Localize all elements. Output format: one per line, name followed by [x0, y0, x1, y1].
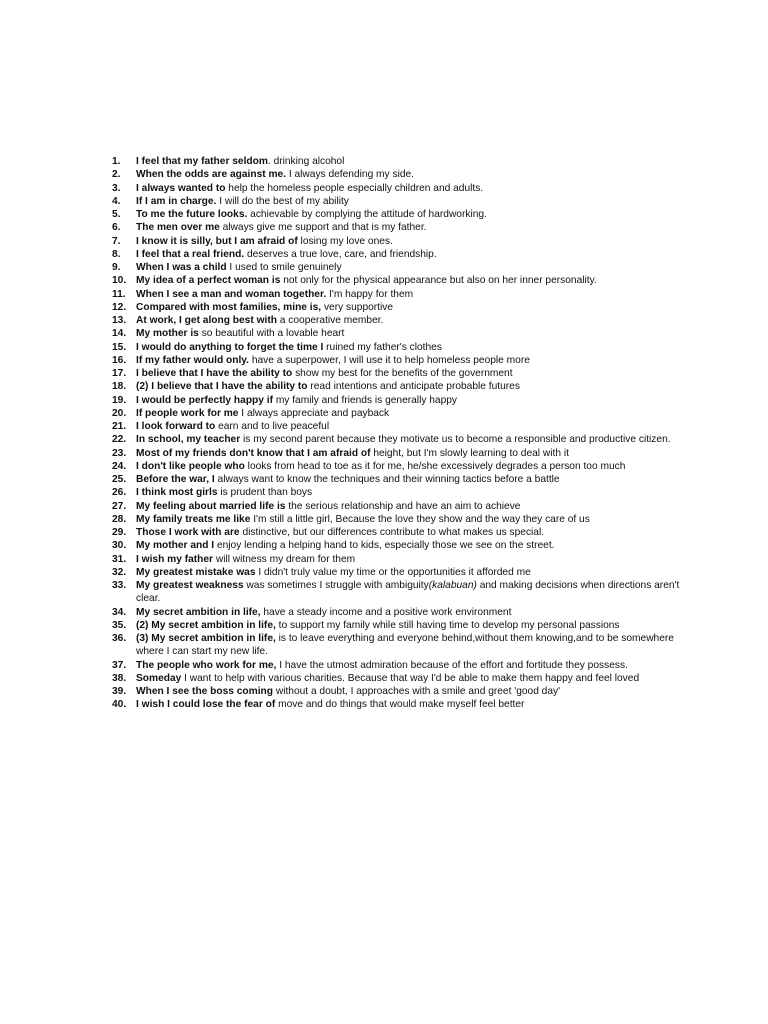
- list-item: [112, 261, 692, 274]
- item-number: 23.: [112, 447, 127, 459]
- item-number: 40.: [112, 699, 127, 711]
- list-item: [112, 394, 692, 407]
- item-number: 28.: [112, 513, 127, 525]
- item-answer: so beautiful with a lovable heart: [198, 328, 345, 340]
- list-item: [112, 460, 692, 473]
- item-prompt: My greatest mistake was: [136, 566, 256, 578]
- item-prompt: If I am in charge.: [136, 195, 217, 207]
- item-number: 14.: [112, 328, 127, 340]
- item-number: 3.: [112, 182, 121, 194]
- item-answer: not only for the physical appearance but also on her inner personality.: [280, 275, 597, 287]
- list-item: [112, 327, 692, 340]
- item-prompt: To me the future looks.: [136, 209, 248, 220]
- item-prompt: Compared with most families, mine is,: [136, 301, 322, 313]
- item-number: 20.: [112, 407, 127, 419]
- list-item: [112, 526, 692, 539]
- list-item: [112, 155, 692, 168]
- item-number: 26.: [112, 487, 127, 499]
- item-answer: I want to help with various charities. Because that way I'd be able to make them happy and feel loved: [181, 672, 640, 684]
- item-answer: losing my love ones.: [297, 235, 393, 247]
- list-item: [112, 632, 692, 659]
- item-answer: very supportive: [321, 301, 394, 313]
- item-answer: is to leave everything and everyone behind,without them knowing,and to be somewhere where I can start my new life.: [136, 633, 674, 658]
- item-number: 9.: [112, 262, 121, 273]
- item-answer: was sometimes I struggle with ambiguity(kalabuan) and making decisions when directions aren't clear.: [136, 580, 680, 605]
- list-item: [112, 659, 692, 672]
- list-item: [112, 248, 692, 261]
- item-number: 11.: [112, 288, 126, 300]
- item-answer: I will do the best of my ability: [216, 195, 349, 207]
- item-answer: I'm happy for them: [326, 288, 414, 300]
- item-prompt: Those I work with are: [136, 527, 240, 538]
- item-prompt: I look forward to: [136, 421, 216, 432]
- item-answer: ruined my father's clothes: [323, 341, 442, 353]
- item-prompt: Someday: [136, 672, 182, 684]
- item-answer: read intentions and anticipate probable futures: [307, 381, 520, 393]
- item-prompt: (3) My secret ambition in life,: [136, 633, 276, 644]
- item-number: 33.: [112, 580, 127, 591]
- item-number: 36.: [112, 633, 127, 644]
- item-number: 22.: [112, 434, 127, 446]
- item-answer: my family and friends is generally happy: [272, 394, 458, 406]
- item-number: 29.: [112, 527, 127, 538]
- list-item: [112, 473, 692, 486]
- item-answer: will witness my dream for them: [213, 553, 356, 565]
- item-answer: . drinking alcohol: [267, 156, 345, 167]
- item-answer: always give me support and that is my father.: [219, 222, 427, 234]
- item-answer: the serious relationship and have an aim to achieve: [285, 500, 521, 512]
- item-answer: is my second parent because they motivate us to become a responsible and productive citizen.: [240, 434, 671, 446]
- item-number: 1.: [112, 156, 121, 167]
- item-prompt: I believe that I have the ability to: [136, 368, 293, 379]
- list-item: [112, 579, 692, 606]
- list-item: [112, 672, 692, 685]
- item-prompt: I wish I could lose the fear of: [136, 699, 276, 711]
- item-answer: distinctive, but our differences contribute to what makes us special.: [239, 527, 545, 538]
- list-item: [112, 380, 692, 393]
- item-answer: a cooperative member.: [276, 315, 384, 326]
- item-number: 35.: [112, 619, 127, 631]
- item-prompt: My feeling about married life is: [136, 500, 286, 512]
- item-prompt: The people who work for me,: [136, 659, 277, 671]
- item-number: 39.: [112, 686, 127, 697]
- item-number: 6.: [112, 222, 121, 234]
- item-prompt: I wish my father: [136, 553, 213, 565]
- item-prompt: In school, my teacher: [136, 434, 241, 446]
- item-prompt: At work, I get along best with: [136, 315, 277, 326]
- item-answer: I always appreciate and payback: [238, 407, 390, 419]
- item-prompt: My mother is: [136, 328, 199, 340]
- item-number: 8.: [112, 248, 121, 260]
- item-answer: without a doubt, I approaches with a smile and greet 'good day': [273, 686, 561, 697]
- item-number: 37.: [112, 659, 127, 671]
- item-number: 4.: [112, 195, 121, 207]
- item-number: 2.: [112, 169, 121, 181]
- item-number: 15.: [112, 341, 127, 353]
- list-item: [112, 341, 692, 354]
- item-number: 30.: [112, 540, 127, 552]
- item-answer: show my best for the benefits of the government: [292, 368, 513, 379]
- item-prompt: I don't like people who: [136, 460, 245, 472]
- item-answer: to support my family while still having time to develop my personal passions: [275, 619, 620, 631]
- item-prompt: My secret ambition in life,: [136, 606, 261, 618]
- item-prompt: My mother and I: [136, 540, 215, 552]
- list-item: [112, 553, 692, 566]
- item-number: 5.: [112, 209, 121, 220]
- sentence-completion-list: [112, 155, 692, 712]
- item-answer: help the homeless people especially children and adults.: [225, 182, 484, 194]
- item-number: 10.: [112, 275, 127, 287]
- item-number: 32.: [112, 566, 127, 578]
- list-item: [112, 500, 692, 513]
- item-prompt: When I see the boss coming: [136, 686, 273, 697]
- item-answer: earn and to live peaceful: [215, 421, 330, 432]
- item-number: 25.: [112, 474, 127, 485]
- item-prompt: I would do anything to forget the time I: [136, 341, 324, 353]
- list-item: [112, 208, 692, 221]
- item-number: 27.: [112, 500, 127, 512]
- item-prompt: If people work for me: [136, 407, 239, 419]
- item-answer: I didn't truly value my time or the opportunities it afforded me: [255, 566, 531, 578]
- item-answer: have a steady income and a positive work environment: [260, 606, 512, 618]
- item-prompt: When I was a child: [136, 262, 227, 273]
- item-prompt: I feel that a real friend.: [136, 248, 245, 260]
- item-answer: I have the utmost admiration because of the effort and fortitude they possess.: [276, 659, 628, 671]
- list-item: [112, 606, 692, 619]
- item-answer: have a superpower, I will use it to help homeless people more: [249, 354, 530, 366]
- list-item: [112, 301, 692, 314]
- list-item: [112, 619, 692, 632]
- list-item: [112, 168, 692, 181]
- list-item: [112, 486, 692, 499]
- item-prompt: When I see a man and woman together.: [136, 288, 327, 300]
- list-item: [112, 539, 692, 552]
- item-number: 17.: [112, 368, 127, 379]
- list-item: [112, 354, 692, 367]
- item-number: 13.: [112, 315, 127, 326]
- item-prompt: My greatest weakness: [136, 580, 244, 591]
- item-prompt: When the odds are against me.: [136, 169, 287, 181]
- item-number: 19.: [112, 394, 127, 406]
- item-number: 12.: [112, 301, 127, 313]
- item-number: 21.: [112, 421, 127, 432]
- list-item: [112, 314, 692, 327]
- item-prompt: (2) My secret ambition in life,: [136, 619, 276, 631]
- item-number: 7.: [112, 235, 121, 247]
- item-answer: is prudent than boys: [217, 487, 313, 499]
- list-item: [112, 566, 692, 579]
- list-item: [112, 235, 692, 248]
- item-prompt: I always wanted to: [136, 182, 226, 194]
- list-item: [112, 288, 692, 301]
- item-number: 16.: [112, 354, 127, 366]
- item-number: 38.: [112, 672, 127, 684]
- item-number: 24.: [112, 460, 127, 472]
- item-number: 31.: [112, 553, 127, 565]
- item-answer: deserves a true love, care, and friendship.: [244, 248, 437, 260]
- item-answer: looks from head to toe as it for me, he/she excessively degrades a person too much: [244, 460, 626, 472]
- item-prompt: I feel that my father seldom: [136, 156, 268, 167]
- item-answer: I used to smile genuinely: [226, 262, 342, 273]
- item-prompt: If my father would only.: [136, 354, 250, 366]
- list-item: [112, 685, 692, 698]
- list-item: [112, 420, 692, 433]
- list-item: [112, 407, 692, 420]
- item-answer: move and do things that would make myself feel better: [275, 699, 525, 711]
- item-prompt: I would be perfectly happy if: [136, 394, 273, 406]
- list-item: [112, 367, 692, 380]
- item-prompt: Most of my friends don't know that I am afraid of: [136, 447, 371, 459]
- item-number: 34.: [112, 606, 127, 618]
- item-answer: height, but I'm slowly learning to deal with it: [370, 447, 569, 459]
- list-item: [112, 182, 692, 195]
- item-number: 18.: [112, 381, 127, 393]
- item-answer: always want to know the techniques and their winning tactics before a battle: [214, 474, 560, 485]
- item-answer: I always defending my side.: [286, 169, 414, 181]
- item-answer: I'm still a little girl, Because the love they show and the way they care of us: [250, 513, 590, 525]
- list-item: [112, 513, 692, 526]
- list-item: [112, 433, 692, 446]
- item-prompt: The men over me: [136, 222, 220, 234]
- list-item: [112, 274, 692, 287]
- item-prompt: I think most girls: [136, 487, 218, 499]
- item-prompt: (2) I believe that I have the ability to: [136, 381, 308, 393]
- list-item: [112, 698, 692, 711]
- list-item: [112, 221, 692, 234]
- item-prompt: My idea of a perfect woman is: [136, 275, 281, 287]
- item-prompt: I know it is silly, but I am afraid of: [136, 235, 298, 247]
- item-answer: enjoy lending a helping hand to kids, especially those we see on the street.: [214, 540, 555, 552]
- item-prompt: Before the war, I: [136, 474, 215, 485]
- list-item: [112, 195, 692, 208]
- list-item: [112, 447, 692, 460]
- item-prompt: My family treats me like: [136, 513, 251, 525]
- item-answer: achievable by complying the attitude of hardworking.: [247, 209, 487, 220]
